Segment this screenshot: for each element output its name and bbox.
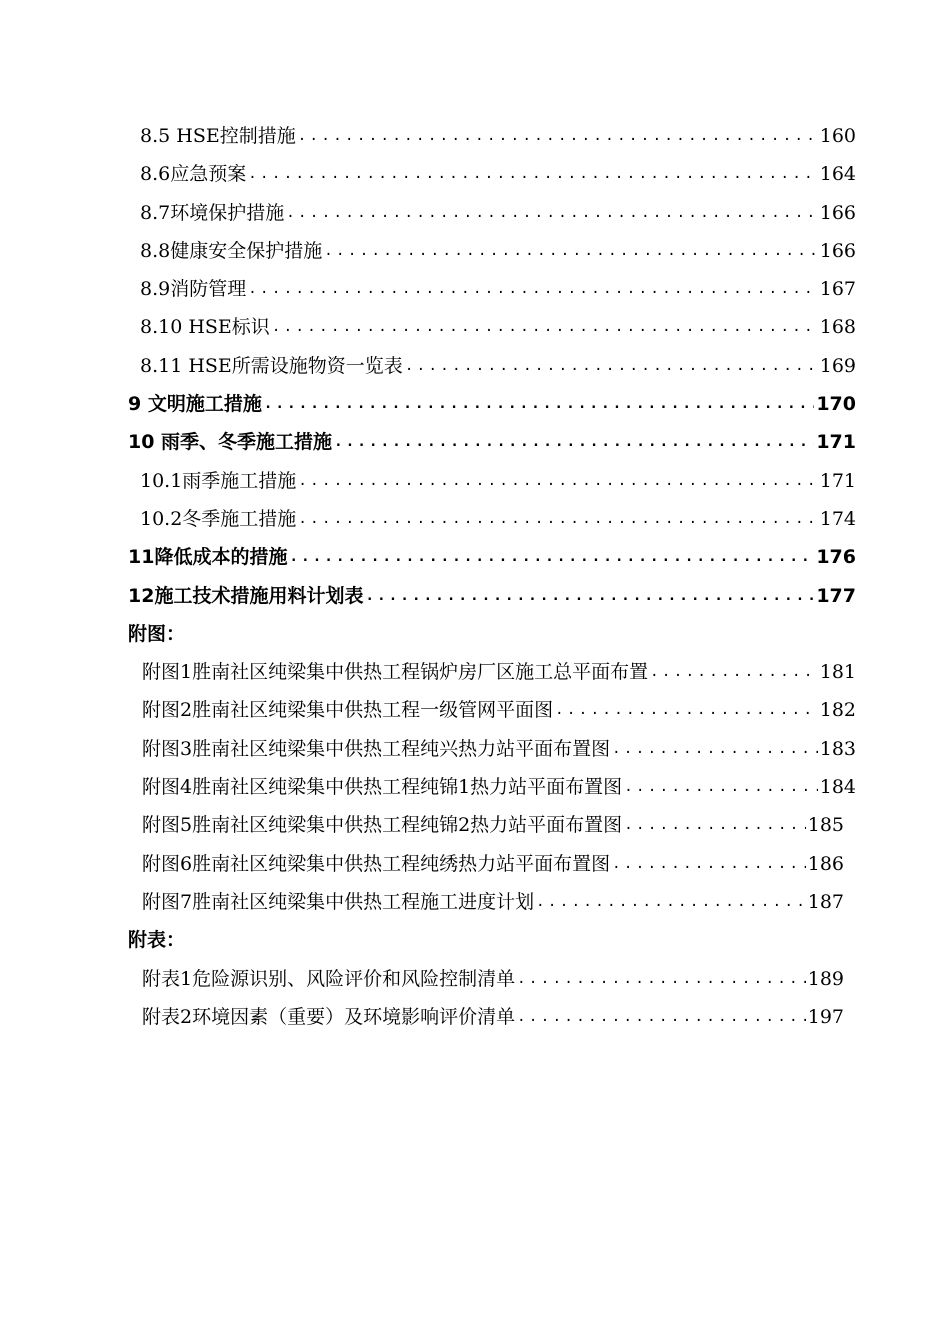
toc-figure-4[interactable] bbox=[0, 768, 950, 806]
toc-entry-label: 10.2冬季施工措施 bbox=[140, 507, 297, 530]
toc-figure-2[interactable] bbox=[0, 691, 950, 729]
toc-entry-page: 168 bbox=[819, 316, 856, 339]
toc-entry-label: 附图4胜南社区纯梁集中供热工程纯锦1热力站平面布置图 bbox=[142, 776, 623, 799]
toc-entry-10-2[interactable] bbox=[0, 500, 950, 538]
toc-entry-page: 167 bbox=[819, 278, 856, 301]
toc-figure-1[interactable] bbox=[0, 653, 950, 691]
toc-entry-8-8[interactable] bbox=[0, 232, 950, 270]
toc-entry-8-11[interactable] bbox=[0, 347, 950, 385]
toc-entry-label: 8.8健康安全保护措施 bbox=[140, 239, 323, 262]
toc-entry-label: 附图2胜南社区纯梁集中供热工程一级管网平面图 bbox=[142, 699, 554, 722]
toc-entry-12[interactable] bbox=[0, 577, 950, 615]
toc-figure-3[interactable] bbox=[0, 730, 950, 768]
toc-entry-11[interactable] bbox=[0, 538, 950, 576]
dot-leader bbox=[286, 194, 818, 232]
toc-entry-label: 8.5 HSE控制措施 bbox=[140, 125, 296, 147]
toc-entry-page: 182 bbox=[819, 699, 856, 722]
dot-leader bbox=[298, 500, 817, 538]
toc-entry-page: 169 bbox=[819, 354, 856, 377]
toc-entry-page: 160 bbox=[819, 125, 856, 147]
toc-entry-page: 187 bbox=[807, 890, 844, 913]
toc-entry-page: 171 bbox=[819, 469, 856, 492]
dot-leader bbox=[264, 385, 814, 423]
toc-entry-page: 166 bbox=[819, 201, 856, 224]
dot-leader bbox=[612, 730, 818, 768]
toc-figure-6[interactable] bbox=[0, 845, 950, 883]
toc-entry-label: 10 雨季、冬季施工措施 bbox=[128, 431, 333, 454]
toc-entry-label: 8.11 HSE所需设施物资一览表 bbox=[140, 354, 403, 377]
tables-heading: 附表： bbox=[128, 929, 186, 952]
toc-entry-8-7[interactable] bbox=[0, 194, 950, 232]
toc-entry-8-9[interactable] bbox=[0, 270, 950, 308]
toc-entry-page: 184 bbox=[819, 776, 856, 799]
dot-leader bbox=[334, 423, 814, 461]
toc-figure-7[interactable] bbox=[0, 883, 950, 921]
toc-table-2[interactable] bbox=[0, 998, 950, 1036]
toc-entry-page: 186 bbox=[807, 852, 844, 875]
dot-leader bbox=[650, 653, 818, 691]
dot-leader bbox=[248, 155, 818, 193]
toc-entry-8-5[interactable] bbox=[0, 117, 950, 155]
dot-leader bbox=[324, 232, 818, 270]
dot-leader bbox=[612, 845, 806, 883]
toc-entry-label: 10.1雨季施工措施 bbox=[140, 469, 297, 492]
toc-entry-page: 189 bbox=[807, 967, 844, 990]
dot-leader bbox=[517, 960, 806, 998]
figures-heading: 附图： bbox=[128, 622, 186, 645]
toc-entry-label: 附图7胜南社区纯梁集中供热工程施工进度计划 bbox=[142, 890, 535, 913]
toc-entry-page: 185 bbox=[807, 814, 844, 837]
toc-entry-page: 166 bbox=[819, 239, 856, 262]
dot-leader bbox=[517, 998, 806, 1036]
toc-entry-page: 176 bbox=[816, 546, 856, 569]
toc-entry-page: 181 bbox=[819, 661, 856, 684]
toc-entry-page: 171 bbox=[816, 431, 856, 454]
toc-entry-label: 8.7环境保护措施 bbox=[140, 201, 285, 224]
toc-entry-label: 11降低成本的措施 bbox=[128, 546, 288, 569]
dot-leader bbox=[272, 308, 818, 346]
toc-table-1[interactable] bbox=[0, 960, 950, 998]
table-of-contents bbox=[0, 117, 950, 1036]
toc-entry-10[interactable] bbox=[0, 423, 950, 461]
toc-entry-page: 170 bbox=[816, 393, 856, 416]
dot-leader bbox=[624, 768, 818, 806]
toc-entry-8-10[interactable] bbox=[0, 308, 950, 346]
toc-entry-label: 附表1危险源识别、风险评价和风险控制清单 bbox=[142, 967, 516, 990]
toc-entry-label: 附图6胜南社区纯梁集中供热工程纯绣热力站平面布置图 bbox=[142, 852, 611, 875]
toc-entry-label: 8.6应急预案 bbox=[140, 163, 247, 186]
toc-entry-label: 附图1胜南社区纯梁集中供热工程锅炉房厂区施工总平面布置 bbox=[142, 661, 649, 684]
dot-leader bbox=[405, 347, 818, 385]
dot-leader bbox=[298, 117, 818, 155]
toc-entry-page: 164 bbox=[819, 163, 856, 186]
dot-leader bbox=[624, 806, 806, 844]
toc-entry-label: 8.10 HSE标识 bbox=[140, 316, 270, 339]
toc-entry-10-1[interactable] bbox=[0, 462, 950, 500]
toc-entry-label: 附图5胜南社区纯梁集中供热工程纯锦2热力站平面布置图 bbox=[142, 814, 623, 837]
toc-entry-label: 附表2环境因素（重要）及环境影响评价清单 bbox=[142, 1005, 516, 1028]
dot-leader bbox=[298, 462, 817, 500]
toc-entry-label: 附图3胜南社区纯梁集中供热工程纯兴热力站平面布置图 bbox=[142, 737, 611, 760]
toc-entry-page: 174 bbox=[819, 507, 856, 530]
dot-leader bbox=[248, 270, 818, 308]
dot-leader bbox=[289, 538, 814, 576]
dot-leader bbox=[555, 691, 818, 729]
toc-entry-page: 197 bbox=[807, 1005, 844, 1028]
toc-entry-label: 9 文明施工措施 bbox=[128, 393, 262, 416]
toc-entry-8-6[interactable] bbox=[0, 155, 950, 193]
toc-entry-page: 183 bbox=[819, 737, 856, 760]
dot-leader bbox=[365, 577, 814, 615]
dot-leader bbox=[536, 883, 806, 921]
toc-entry-page: 177 bbox=[816, 584, 856, 607]
toc-entry-label: 12施工技术措施用料计划表 bbox=[128, 584, 364, 607]
toc-entry-label: 8.9消防管理 bbox=[140, 278, 247, 301]
toc-figure-5[interactable] bbox=[0, 806, 950, 844]
toc-entry-9[interactable] bbox=[0, 385, 950, 423]
